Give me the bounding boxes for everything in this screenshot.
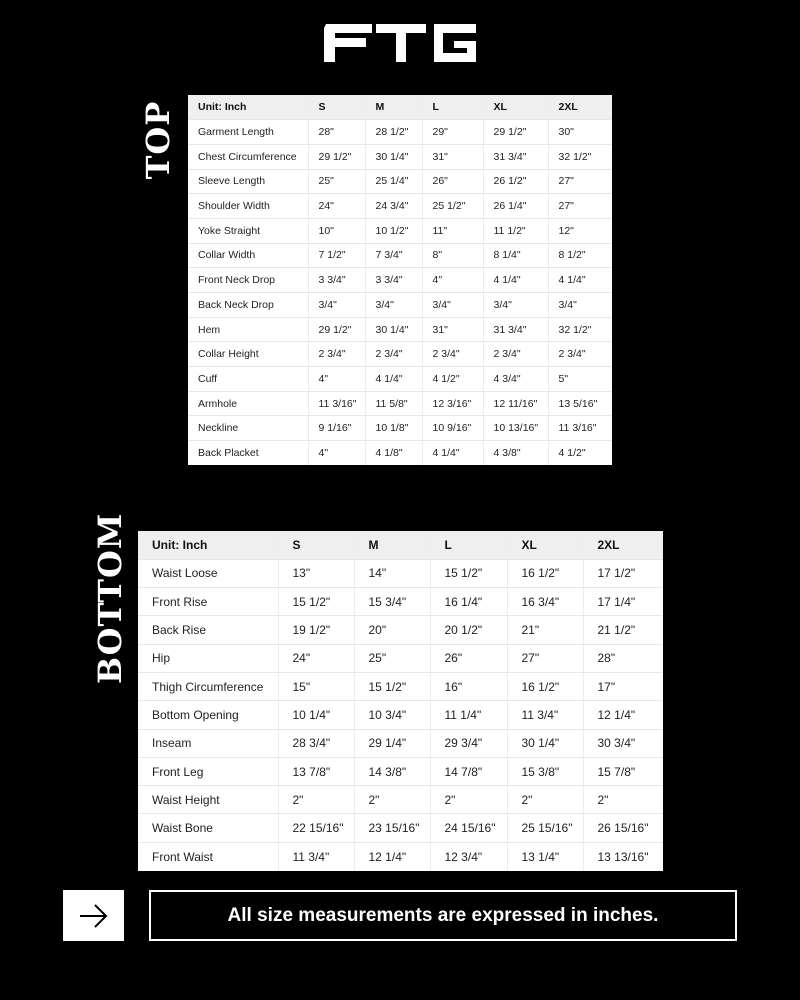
measurement-value: 4": [308, 367, 365, 392]
measurement-value: 3 3/4": [365, 268, 422, 293]
measurement-name: Cuff: [188, 367, 308, 392]
table-row: [138, 729, 663, 757]
table-row: [188, 342, 612, 367]
measurement-value: 2 3/4": [548, 342, 612, 367]
measurement-note-text: All size measurements are expressed in inches.: [227, 904, 659, 926]
measurement-value: 30": [548, 120, 612, 145]
measurement-value: 30 1/4": [365, 317, 422, 342]
measurement-value: 12 1/4": [354, 842, 430, 870]
measurement-value: 16 1/2": [507, 559, 583, 587]
table-row: [188, 367, 612, 392]
table-row: [188, 317, 612, 342]
measurement-value: 2": [507, 786, 583, 814]
measurement-value: 26 15/16": [583, 814, 663, 842]
measurement-name: Front Neck Drop: [188, 268, 308, 293]
measurement-value: 15 3/4": [354, 588, 430, 616]
measurement-name: Shoulder Width: [188, 194, 308, 219]
measurement-value: 26": [422, 169, 483, 194]
measurement-value: 14 3/8": [354, 757, 430, 785]
measurement-value: 12": [548, 218, 612, 243]
measurement-value: 8 1/4": [483, 243, 548, 268]
measurement-value: 27": [548, 194, 612, 219]
measurement-value: 10 13/16": [483, 416, 548, 441]
measurement-value: 10 3/4": [354, 701, 430, 729]
measurement-value: 10 1/2": [365, 218, 422, 243]
measurement-value: 22 15/16": [278, 814, 354, 842]
measurement-name: Front Leg: [138, 757, 278, 785]
measurement-value: 25": [308, 169, 365, 194]
measurement-value: 13 13/16": [597, 849, 649, 864]
measurement-value: 11 3/16": [308, 391, 365, 416]
measurement-value: 10 9/16": [422, 416, 483, 441]
measurement-value: 3 3/4": [308, 268, 365, 293]
size-header: L: [422, 95, 483, 120]
measurement-value: 25 15/16": [507, 814, 583, 842]
size-header: XL: [483, 95, 548, 120]
measurement-value: 7 3/4": [365, 243, 422, 268]
table-row: [188, 441, 612, 466]
measurement-value: 30 1/4": [507, 729, 583, 757]
measurement-value: 4 1/4": [365, 367, 422, 392]
measurement-value: 4 1/8": [365, 441, 422, 466]
measurement-value: 4": [308, 441, 365, 466]
top-size-table: [188, 95, 612, 465]
next-arrow-button[interactable]: [63, 890, 124, 941]
measurement-value: 2": [583, 786, 663, 814]
measurement-name: Front Rise: [138, 588, 278, 616]
measurement-value: 12 11/16": [483, 391, 548, 416]
measurement-value: 29 1/2": [483, 120, 548, 145]
table-row: [138, 588, 663, 616]
size-header: XL: [507, 531, 583, 559]
table-row: [188, 268, 612, 293]
measurement-value: 16": [430, 672, 507, 700]
size-header: M: [354, 531, 430, 559]
arrow-right-icon: [77, 899, 111, 933]
table-row: [138, 786, 663, 814]
table-row: [138, 644, 663, 672]
measurement-value: 4 1/4": [548, 268, 612, 293]
unit-header: Unit: Inch: [188, 95, 308, 120]
measurement-value: 3/4": [308, 293, 365, 318]
size-header: M: [365, 95, 422, 120]
measurement-value: 2": [354, 786, 430, 814]
measurement-name: Front Waist: [138, 842, 278, 870]
measurement-value: 11 1/2": [483, 218, 548, 243]
measurement-value: 2 3/4": [308, 342, 365, 367]
measurement-value: 5": [548, 367, 612, 392]
bottom-section-label: BOTTOM: [91, 512, 129, 684]
measurement-name: Waist Height: [138, 786, 278, 814]
measurement-name: Collar Height: [188, 342, 308, 367]
measurement-value: 20": [354, 616, 430, 644]
measurement-value: 30 3/4": [583, 729, 663, 757]
measurement-value: 3/4": [483, 293, 548, 318]
measurement-value: 4 1/2": [558, 447, 586, 460]
size-header: 2XL: [583, 531, 663, 559]
measurement-value: 24 3/4": [365, 194, 422, 219]
measurement-note: [149, 890, 737, 941]
measurement-name: Chest Circumference: [188, 144, 308, 169]
measurement-name: Waist Loose: [138, 559, 278, 587]
measurement-value: 28": [308, 120, 365, 145]
measurement-value: 2": [278, 786, 354, 814]
measurement-value: 8 1/2": [548, 243, 612, 268]
measurement-value: 3/4": [365, 293, 422, 318]
measurement-value: 4 1/2": [422, 367, 483, 392]
measurement-name: Back Rise: [138, 616, 278, 644]
measurement-value: 13": [278, 559, 354, 587]
measurement-name: Thigh Circumference: [138, 672, 278, 700]
table-row: [138, 559, 663, 587]
measurement-name: Garment Length: [188, 120, 308, 145]
table-row: [188, 416, 612, 441]
measurement-value: 29 1/4": [354, 729, 430, 757]
measurement-value: 15 3/8": [507, 757, 583, 785]
measurement-value: 4 3/8": [483, 441, 548, 466]
measurement-value: 2 3/4": [365, 342, 422, 367]
measurement-value: 17 1/2": [583, 559, 663, 587]
measurement-name: Back Placket: [188, 441, 308, 466]
size-header: S: [308, 95, 365, 120]
measurement-value: 17": [583, 672, 663, 700]
measurement-name: Collar Width: [188, 243, 308, 268]
measurement-value: 13 7/8": [278, 757, 354, 785]
measurement-value: 2": [430, 786, 507, 814]
measurement-value: 11 3/16": [548, 416, 612, 441]
measurement-value: 15 1/2": [278, 588, 354, 616]
measurement-value: 14": [354, 559, 430, 587]
measurement-value: 21 1/2": [583, 616, 663, 644]
measurement-value: 11 3/4": [507, 701, 583, 729]
table-row: [138, 842, 663, 870]
table-row: [188, 194, 612, 219]
measurement-value: 25 1/2": [422, 194, 483, 219]
bottom-size-table: [138, 531, 663, 871]
measurement-value: 10 1/8": [365, 416, 422, 441]
measurement-value: 24 15/16": [430, 814, 507, 842]
measurement-value: 17 1/4": [583, 588, 663, 616]
measurement-value: 28": [583, 644, 663, 672]
measurement-value: 29": [422, 120, 483, 145]
measurement-value: 4 3/4": [483, 367, 548, 392]
measurement-value: 25 1/4": [365, 169, 422, 194]
measurement-value: 11": [422, 218, 483, 243]
measurement-value: 9 1/16": [308, 416, 365, 441]
measurement-value: 4": [422, 268, 483, 293]
table-row: [188, 120, 612, 145]
measurement-value: 3/4": [422, 293, 483, 318]
measurement-value: 15 1/2": [430, 559, 507, 587]
measurement-value: 12 1/4": [583, 701, 663, 729]
measurement-value: 29 3/4": [430, 729, 507, 757]
measurement-value: 11 5/8": [365, 391, 422, 416]
measurement-value: 20 1/2": [430, 616, 507, 644]
measurement-value: 31": [422, 144, 483, 169]
table-row: [138, 814, 663, 842]
measurement-name: Bottom Opening: [138, 701, 278, 729]
measurement-value: 13 5/16": [548, 391, 612, 416]
measurement-value: 30 1/4": [365, 144, 422, 169]
measurement-value: 24": [278, 644, 354, 672]
measurement-value: 12 3/4": [430, 842, 507, 870]
measurement-value: 2 3/4": [422, 342, 483, 367]
measurement-value: 7 1/2": [308, 243, 365, 268]
table-row: [138, 701, 663, 729]
measurement-name: Waist Bone: [138, 814, 278, 842]
measurement-value: 2 3/4": [483, 342, 548, 367]
measurement-value: 15 1/2": [354, 672, 430, 700]
size-header: S: [278, 531, 354, 559]
table-row: [138, 616, 663, 644]
size-header: 2XL: [548, 95, 612, 120]
measurement-value: 31 3/4": [483, 317, 548, 342]
measurement-name: Sleeve Length: [188, 169, 308, 194]
measurement-value: 26 1/4": [483, 194, 548, 219]
measurement-value: 13 1/4": [507, 842, 583, 870]
table-row: [138, 757, 663, 785]
measurement-name: Yoke Straight: [188, 218, 308, 243]
measurement-value: 11 1/4": [430, 701, 507, 729]
table-row: [188, 218, 612, 243]
ftg-logo: [322, 24, 478, 62]
table-header-row: [138, 531, 663, 559]
measurement-value: 25": [354, 644, 430, 672]
measurement-value: 29 1/2": [308, 317, 365, 342]
measurement-value: 4 1/4": [483, 268, 548, 293]
measurement-value: 24": [308, 194, 365, 219]
measurement-name: Hip: [138, 644, 278, 672]
measurement-value: 19 1/2": [278, 616, 354, 644]
measurement-value: 26 1/2": [483, 169, 548, 194]
measurement-value: 16 1/4": [430, 588, 507, 616]
measurement-value: 31 3/4": [483, 144, 548, 169]
top-section-label: TOP: [139, 100, 177, 180]
measurement-value: 15 7/8": [583, 757, 663, 785]
measurement-name: Inseam: [138, 729, 278, 757]
measurement-value: 23 15/16": [354, 814, 430, 842]
measurement-value: 21": [507, 616, 583, 644]
measurement-value: 28 1/2": [365, 120, 422, 145]
measurement-value: 8": [422, 243, 483, 268]
measurement-name: Armhole: [188, 391, 308, 416]
measurement-name: Hem: [188, 317, 308, 342]
measurement-value: 11 3/4": [278, 842, 354, 870]
measurement-value: 4 1/4": [422, 441, 483, 466]
table-row: [188, 391, 612, 416]
measurement-value: 16 3/4": [507, 588, 583, 616]
measurement-value: 16 1/2": [507, 672, 583, 700]
table-row: [188, 243, 612, 268]
measurement-value: 14 7/8": [430, 757, 507, 785]
measurement-value: 3/4": [548, 293, 612, 318]
measurement-value: 26": [430, 644, 507, 672]
measurement-name: Neckline: [188, 416, 308, 441]
measurement-value: 29 1/2": [308, 144, 365, 169]
measurement-name: Back Neck Drop: [188, 293, 308, 318]
table-row: [138, 672, 663, 700]
measurement-value: 15": [278, 672, 354, 700]
table-row: [188, 169, 612, 194]
measurement-value: 28 3/4": [278, 729, 354, 757]
measurement-value: 32 1/2": [548, 144, 612, 169]
measurement-value: 10": [308, 218, 365, 243]
table-row: [188, 144, 612, 169]
table-row: [188, 293, 612, 318]
measurement-value: 32 1/2": [548, 317, 612, 342]
table-header-row: [188, 95, 612, 120]
measurement-value: 12 3/16": [422, 391, 483, 416]
measurement-value: 31": [422, 317, 483, 342]
measurement-value: 10 1/4": [278, 701, 354, 729]
unit-header: Unit: Inch: [138, 531, 278, 559]
measurement-value: 27": [507, 644, 583, 672]
size-header: L: [430, 531, 507, 559]
measurement-value: 27": [548, 169, 612, 194]
